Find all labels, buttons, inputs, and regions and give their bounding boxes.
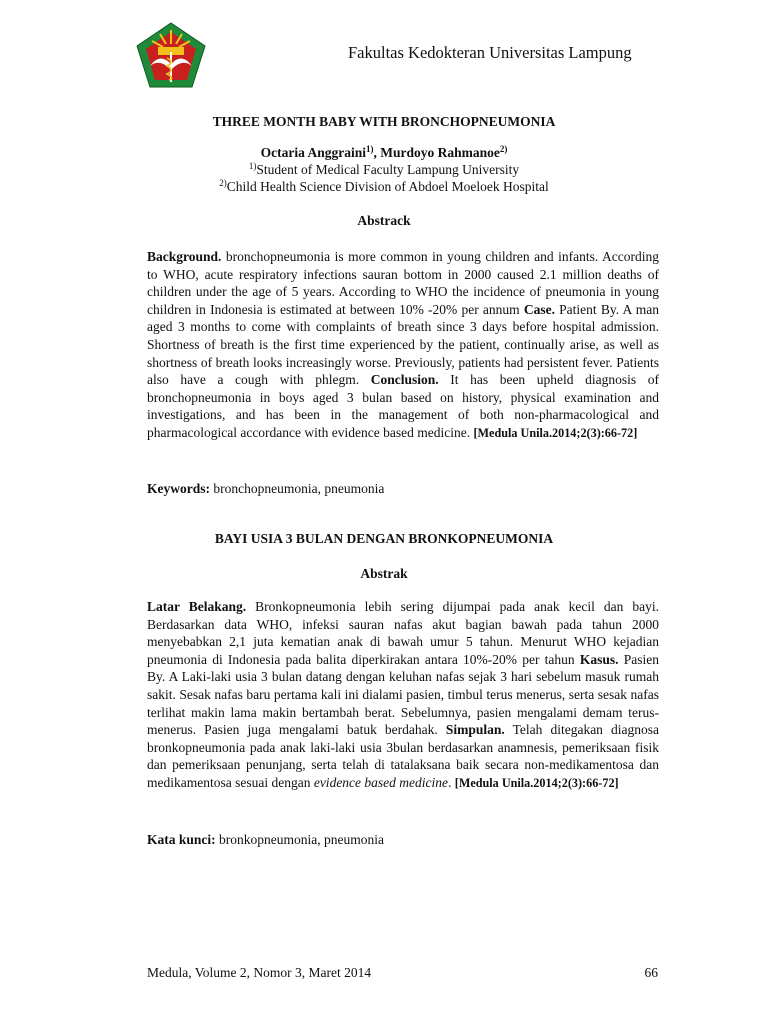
- abstract-heading: Abstrack: [357, 213, 411, 228]
- background-label: Background.: [147, 249, 222, 264]
- keywords-indonesian: [147, 832, 384, 848]
- conclusion-label: Conclusion.: [370, 372, 439, 388]
- author-2-affiliation: 2): [499, 144, 508, 154]
- citation-english: [Medula Unila.2014;2(3):66-72]: [473, 425, 638, 440]
- affiliation-2-text: Child Health Science Division of Abdoel Moeloek Hospital: [226, 179, 549, 194]
- case-label: Case.: [523, 301, 555, 317]
- background-text: bronchopneumonia is more common in young children and infants. According to WHO, acute respiratory infections sauran bottom in 2000 caused 2.1 million deaths of children under the age of 5 years. According to WHO the incidence of pneumonia in young children in Indonesia is estimated at between 10% -20% per annum: [147, 249, 659, 317]
- keywords-english: [147, 481, 384, 497]
- evidence-based-medicine-italic: evidence based medicine: [313, 774, 449, 790]
- kasus-label: Kasus.: [579, 651, 619, 667]
- keywords-text: bronchopneumonia, pneumonia: [210, 481, 385, 496]
- conclusion-text: It has been upheld diagnosis of bronchopneumonia in boys aged 3 bulan based on history, physical examination and investigations, and has been in the management of both non-pharmacological and pharmacological accordance with evidence based medicine.: [147, 372, 659, 440]
- abstract-indonesian: [147, 598, 659, 793]
- kata-kunci-text: bronkopneumonia, pneumonia: [215, 832, 384, 847]
- footer-journal: Medula, Volume 2, Nomor 3, Maret 2014: [147, 965, 372, 980]
- author-1-affiliation: 1): [365, 144, 374, 154]
- paper-title: THREE MONTH BABY WITH BRONCHOPNEUMONIA: [212, 114, 556, 129]
- latar-belakang-text: Bronkopneumonia lebih sering dijumpai pada anak kecil dan bayi. Berdasarkan data WHO, infeksi sauran nafas akut bagian bawah pada tahun 2000 menyebabkan 2,1 juta kematian anak di bawah umur 5 tahun. Menurut WHO kejadian pneumonia di Indonesia pada balita diperkirakan antara 10%-20% per tahun: [147, 599, 660, 667]
- author-separator: ,: [373, 145, 381, 160]
- kata-kunci-label: Kata kunci:: [147, 832, 216, 847]
- simpulan-text: Telah ditegakan diagnosa bronkopneumonia pada anak laki-laki usia 3bulan berdasarkan anamnesis, pemeriksaan fisik dan pemeriksaan penunjang, serta telah di tatalaksana baik secara non-medikamentosa dan medikamentosa sesuai dengan: [147, 722, 659, 790]
- institution-name: Fakultas Kedokteran Universitas Lampung: [348, 43, 632, 62]
- case-text: Patient By. A man aged 3 months to come with complaints of breath since 3 days before hospital admission. Shortness of breath is the first time experienced by the patient, continually arise, as well as shortness of breath looks increasingly worse. Previously, patients had persistent fever. Patients also have a cough with phlegm.: [147, 301, 659, 388]
- after-italic-text: .: [448, 774, 455, 790]
- keywords-label: Keywords:: [147, 481, 210, 496]
- affiliation-2-marker: 2): [219, 178, 227, 188]
- author-2: Murdoyo Rahmanoe: [380, 145, 500, 160]
- simpulan-label: Simpulan.: [445, 722, 505, 738]
- author-1: Octaria Anggraini: [260, 145, 366, 160]
- author-line: [0, 145, 768, 161]
- affiliation-1: [0, 162, 768, 178]
- university-seal-icon: [136, 22, 206, 88]
- abstract-heading-indonesian: Abstrak: [360, 566, 408, 581]
- citation-indonesian: [Medula Unila.2014;2(3):66-72]: [454, 775, 619, 790]
- paper-title-indonesian: BAYI USIA 3 BULAN DENGAN BRONKOPNEUMONIA: [214, 531, 554, 546]
- page-number: 66: [644, 965, 658, 980]
- latar-belakang-label: Latar Belakang.: [147, 599, 247, 614]
- kasus-text: Pasien By. A Laki-laki usia 3 bulan datang dengan keluhan nafas sejak 3 hari sebelum masuk rumah sakit. Sesak nafas baru pertama kali ini dialami pasien, timbul terus menerus, serta sesak nafas terlihat makin lama makin bertambah berat. Sebelumnya, pasien mengalami demam terus-menerus. Pasien juga mengalami batuk berdahak.: [147, 651, 659, 738]
- affiliation-1-marker: 1): [248, 161, 257, 171]
- abstract-english: [147, 248, 659, 443]
- affiliation-2: [0, 179, 768, 195]
- affiliation-1-text: Student of Medical Faculty Lampung University: [256, 162, 520, 177]
